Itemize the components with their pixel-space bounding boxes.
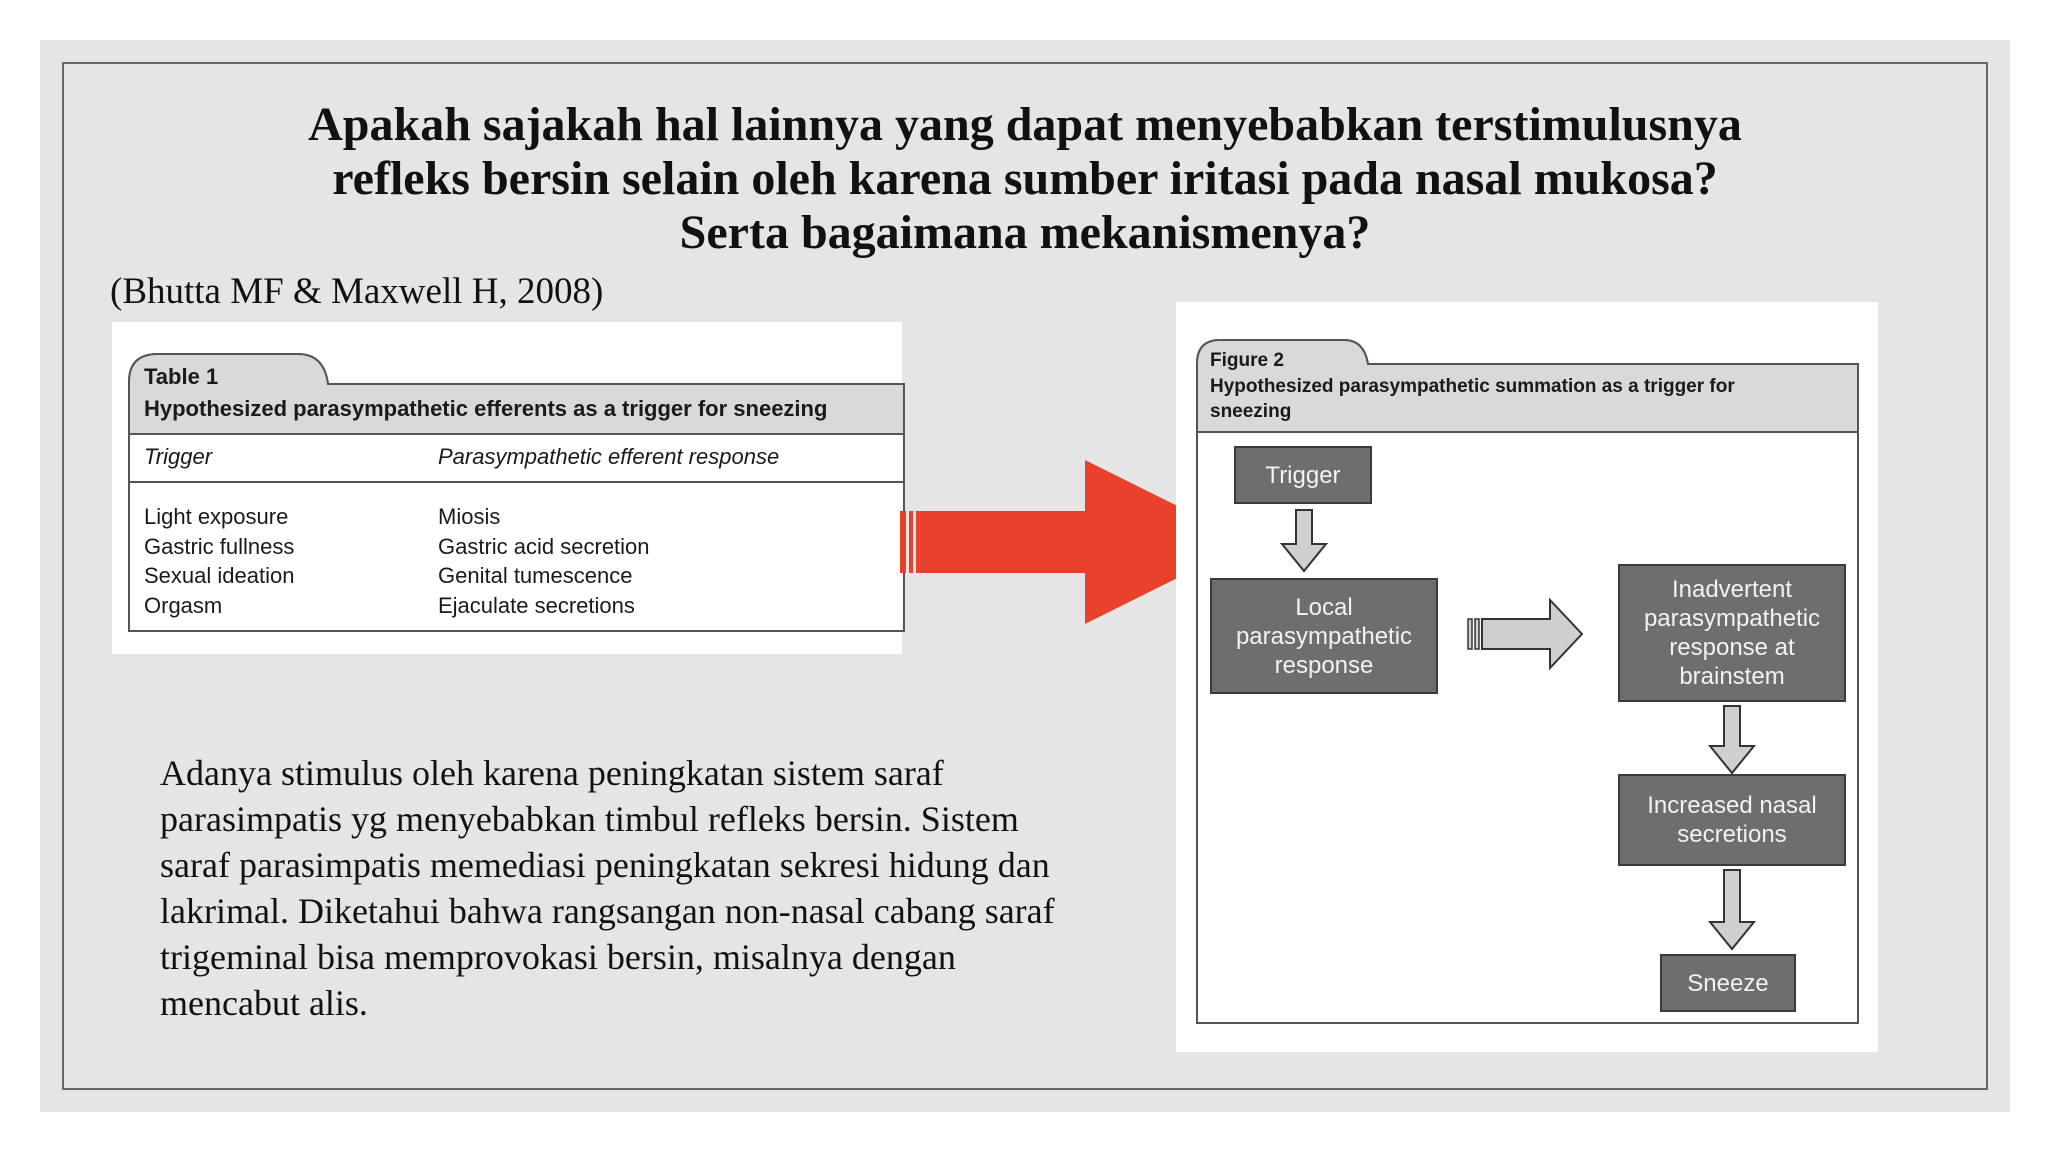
figure-2-title: Hypothesized parasympathetic summation as a trigger for sneezing — [1210, 376, 1735, 422]
table-cell: Gastric fullness — [144, 533, 295, 559]
table-cell: Orgasm — [144, 592, 223, 618]
node-trigger: Trigger — [1234, 446, 1372, 504]
body-line: mencabut alis. — [160, 983, 368, 1023]
table-cell: Light exposure — [144, 504, 289, 529]
table-header-response: Parasympathetic efferent response — [438, 444, 780, 469]
body-line: lakrimal. Diketahui bahwa rangsangan non-nasal cabang saraf — [160, 891, 1055, 931]
citation: (Bhutta MF & Maxwell H, 2008) — [110, 271, 604, 312]
body-line: trigeminal bisa memprovokasi bersin, misalnya dengan — [160, 937, 956, 977]
arrow-down-icon — [1707, 868, 1757, 952]
node-sneeze: Sneeze — [1660, 954, 1796, 1012]
figure-2-label: Figure 2 — [1210, 350, 1284, 371]
slide — [40, 40, 2010, 1112]
trigger-column — [144, 502, 294, 620]
title-line-1: Apakah sajakah hal lainnya yang dapat menyebabkan terstimulusnya — [308, 98, 1742, 151]
arrow-down-icon — [1279, 508, 1329, 574]
body-line: saraf parasimpatis memediasi peningkatan sekresi hidung dan — [160, 845, 1050, 885]
response-column — [438, 502, 650, 620]
table-cell: Ejaculate secretions — [438, 592, 635, 618]
title-line-3: Serta bagaimana mekanismenya? — [679, 206, 1371, 259]
title-line-2: refleks bersin selain oleh karena sumber iritasi pada nasal mukosa? — [332, 152, 1718, 205]
table-cell: Gastric acid secretion — [438, 533, 650, 559]
arrow-right-icon — [1466, 596, 1586, 672]
body-line: Adanya stimulus oleh karena peningkatan sistem saraf — [160, 753, 944, 793]
table-1 — [128, 352, 906, 632]
table-1-title: Hypothesized parasympathetic efferents as a trigger for sneezing — [144, 396, 828, 421]
slide-title — [160, 98, 1890, 260]
table-cell: Miosis — [438, 504, 501, 529]
node-inadvertent-response: Inadvertent parasympathetic response at brainstem — [1618, 564, 1846, 702]
node-local-response: Local parasympathetic response — [1210, 578, 1438, 694]
node-nasal-secretions: Increased nasal secretions — [1618, 774, 1846, 866]
body-paragraph — [160, 750, 1160, 1026]
arrow-down-icon — [1707, 704, 1757, 776]
table-header-trigger: Trigger — [144, 444, 213, 469]
table-cell: Sexual ideation — [144, 563, 295, 588]
figure-2-card — [1176, 302, 1878, 1052]
body-line: parasimpatis yg menyebabkan timbul refleks bersin. Sistem — [160, 799, 1019, 839]
table-1-card — [112, 322, 902, 654]
table-cell: Genital tumescence — [438, 563, 633, 588]
figure-2 — [1196, 338, 1860, 1024]
table-1-label: Table 1 — [144, 364, 219, 389]
